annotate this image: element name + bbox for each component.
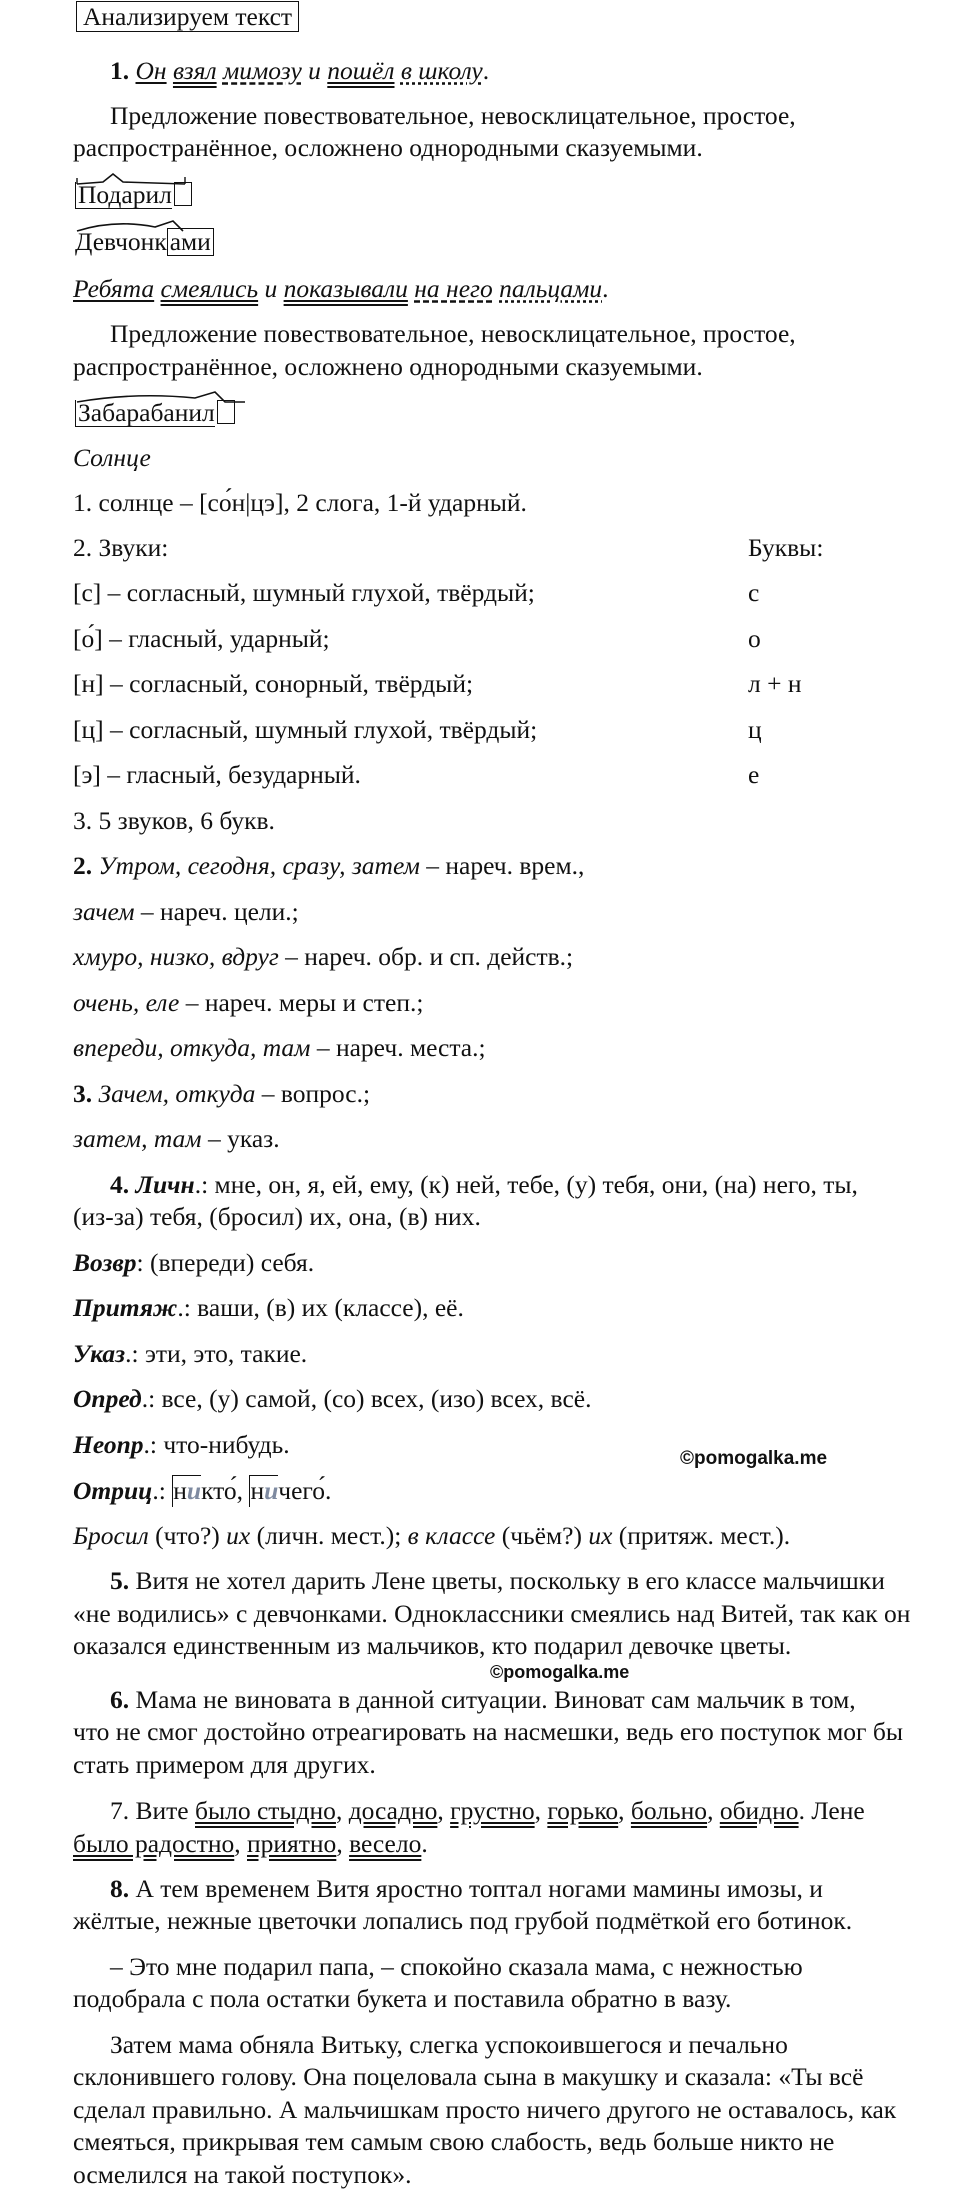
task-1-number: 1. bbox=[110, 56, 130, 85]
text: . Лене bbox=[798, 1796, 865, 1825]
sound-row: [н] – согласный, сонорный, твёрдый; bbox=[73, 669, 474, 698]
task-4-line bbox=[110, 1170, 858, 1201]
letters-heading: Буквы: bbox=[748, 533, 824, 562]
task-3-line bbox=[73, 1079, 370, 1110]
predicate-word: горько bbox=[547, 1796, 619, 1825]
pronoun-list: .: ваши, (в) их (классе), её. bbox=[177, 1293, 464, 1322]
task-4-line bbox=[73, 1430, 290, 1461]
italic-word: их bbox=[226, 1521, 251, 1550]
conjunction: и bbox=[308, 56, 321, 85]
category: – вопрос.; bbox=[255, 1079, 371, 1108]
task-4-line: (из-за) тебя, (бросил) их, она, (в) них. bbox=[73, 1202, 481, 1231]
sound-row: [ц] – согласный, шумный глухой, твёрдый; bbox=[73, 715, 538, 744]
conjunction: и bbox=[264, 274, 278, 303]
root-arc-mark bbox=[75, 219, 245, 233]
phonetic-line: 2. Звуки: bbox=[73, 533, 169, 562]
letter-cell: е bbox=[748, 760, 760, 789]
word-rest: кто́, bbox=[201, 1476, 250, 1505]
sentence-1 bbox=[110, 56, 489, 87]
task-5-line: оказался единственным из мальчиков, кто подарил девочке цветы. bbox=[73, 1631, 792, 1660]
desc-line: распространённое, осложнено однородными сказуемыми. bbox=[73, 352, 703, 381]
task-2-line bbox=[73, 1033, 486, 1064]
category: – нареч. меры и степ.; bbox=[179, 988, 424, 1017]
italic-word: их bbox=[588, 1521, 613, 1550]
task-4-line bbox=[73, 1293, 464, 1324]
title-box: Анализируем текст bbox=[76, 1, 299, 32]
category: – нареч. места.; bbox=[310, 1033, 486, 1062]
desc-line: Предложение повествовательное, невосклицательное, простое, bbox=[110, 101, 796, 130]
pronoun-list: .: bbox=[152, 1476, 173, 1505]
prefix-mark bbox=[249, 1475, 278, 1507]
predicate-word: смеялись bbox=[160, 274, 259, 303]
category: – нареч. обр. и сп. действ.; bbox=[278, 942, 574, 971]
predicate-word: было радостно bbox=[73, 1829, 235, 1858]
text: 7. Вите bbox=[110, 1796, 195, 1825]
task-2-number: 2. bbox=[73, 851, 93, 880]
category-label: Опред bbox=[73, 1384, 142, 1413]
task-4-line bbox=[73, 1248, 314, 1279]
subject-word: Ребята bbox=[73, 274, 155, 303]
morpheme-word: Подарил bbox=[75, 182, 172, 209]
text: А тем временем Витя яростно топтал ногами мамины имозы, и bbox=[129, 1874, 823, 1903]
root-arc-mark bbox=[75, 390, 265, 404]
pronoun-list: .: все, (у) самой, (со) всех, (изо) всех, всё. bbox=[141, 1384, 592, 1413]
pronoun-list: : (впереди) себя. bbox=[136, 1248, 315, 1277]
sound-row: [о́] – гласный, ударный; bbox=[73, 624, 330, 653]
plain-text: (притяж. мест.). bbox=[612, 1521, 791, 1550]
morpheme-analysis-devchonkami bbox=[75, 227, 214, 257]
letter-cell: о bbox=[748, 624, 761, 653]
predicate-word: показывали bbox=[283, 274, 408, 303]
category-label: Притяж bbox=[73, 1293, 178, 1322]
task-8-line: осмелился на такой поступок». bbox=[73, 2160, 412, 2189]
morpheme-analysis-podaril bbox=[75, 180, 192, 210]
task-4-line bbox=[73, 1339, 307, 1370]
task-8-line: смеяться, прикрывая тем самым свою слабость, ведь больше никто не bbox=[73, 2127, 835, 2156]
task-5-line: «не водились» с девчонками. Одноклассники смеялись над Витей, так как он bbox=[73, 1599, 911, 1628]
task-8-number: 8. bbox=[110, 1874, 130, 1903]
sound-row: [э] – гласный, безударный. bbox=[73, 760, 361, 789]
desc-line: распространённое, осложнено однородными сказуемыми. bbox=[73, 133, 703, 162]
prefix-letter: н bbox=[173, 1476, 187, 1505]
task-6-line bbox=[110, 1685, 856, 1716]
phonetic-line: 3. 5 звуков, 6 букв. bbox=[73, 806, 275, 835]
watermark: ©pomogalka.me bbox=[680, 1448, 828, 1469]
task-2-line bbox=[73, 988, 423, 1019]
task-7-line: 7. Вите было стыдно, досадно, грустно, горько, больно, обидно. Лене bbox=[110, 1796, 865, 1825]
letter-cell: л + н bbox=[748, 669, 802, 698]
italic-words: впереди, откуда, там bbox=[73, 1033, 311, 1062]
text: Мама не виновата в данной ситуации. Виноват сам мальчик в том, bbox=[129, 1685, 856, 1714]
task-2-line bbox=[73, 942, 573, 973]
desc-line: Предложение повествовательное, невосклицательное, простое, bbox=[110, 319, 796, 348]
task-2-line bbox=[73, 851, 584, 882]
object-word: мимозу bbox=[222, 56, 302, 85]
text: Витя не хотел дарить Лене цветы, поскольку в его классе мальчишки bbox=[129, 1566, 885, 1595]
predicate-word: весело bbox=[349, 1829, 422, 1858]
category: – указ. bbox=[201, 1124, 280, 1153]
highlighted-letter: и bbox=[186, 1476, 202, 1505]
category-label: Указ bbox=[73, 1339, 126, 1368]
plain-text: (чьём?) bbox=[495, 1521, 589, 1550]
sentence-2 bbox=[73, 274, 609, 305]
period: . bbox=[482, 56, 490, 85]
sound-row: [с] – согласный, шумный глухой, твёрдый; bbox=[73, 578, 535, 607]
italic-words: зачем bbox=[73, 897, 135, 926]
task-4-line bbox=[73, 1475, 331, 1507]
task-8-line: склонившего голову. Она поцеловала сына в макушку и сказала: «Ты всё bbox=[73, 2062, 864, 2091]
task-6-line: что не смог достойно отреагировать на насмешки, ведь его поступок мог бы bbox=[73, 1717, 903, 1746]
task-7-line: было радостно, приятно, весело. bbox=[73, 1829, 428, 1858]
category: – нареч. цели.; bbox=[134, 897, 299, 926]
task-6-line: стать примером для других. bbox=[73, 1750, 376, 1779]
word-rest: чего́. bbox=[278, 1476, 332, 1505]
category-label: Отриц bbox=[73, 1476, 153, 1505]
task-4-line bbox=[73, 1384, 591, 1415]
task-8-line: – Это мне подарил папа, – спокойно сказала мама, с нежностью bbox=[110, 1952, 803, 1981]
italic-word: в классе bbox=[407, 1521, 496, 1550]
predicate-word: грустно bbox=[450, 1796, 535, 1825]
task-3-number: 3. bbox=[73, 1079, 93, 1108]
ending-box: ами bbox=[167, 228, 214, 256]
task-8-line: Затем мама обняла Витьку, слегка успокоившегося и печально bbox=[110, 2030, 788, 2059]
italic-words: затем, там bbox=[73, 1124, 202, 1153]
predicate-word: досадно bbox=[348, 1796, 438, 1825]
predicate-word: обидно bbox=[719, 1796, 799, 1825]
predicate-word: больно bbox=[630, 1796, 708, 1825]
predicate-word: приятно bbox=[247, 1829, 337, 1858]
prefix-letter: н bbox=[250, 1476, 265, 1505]
word-root-part: Девчонк bbox=[75, 227, 167, 256]
predicate-word: было стыдно bbox=[195, 1796, 336, 1825]
task-2-line bbox=[73, 897, 299, 928]
task-5-line bbox=[110, 1566, 885, 1597]
object-word: на него bbox=[414, 274, 493, 303]
period: . bbox=[602, 274, 609, 303]
category-label: Личн bbox=[135, 1170, 195, 1199]
morpheme-analysis-zabarabanil bbox=[75, 398, 235, 428]
letter-cell: ц bbox=[748, 715, 762, 744]
italic-word: Бросил bbox=[73, 1521, 149, 1550]
adverbial-word: в школу bbox=[400, 56, 483, 85]
task-4-number: 4. bbox=[110, 1170, 130, 1199]
task-8-line: подобрала с пола остатки букета и поставила обратно в вазу. bbox=[73, 1984, 732, 2013]
subject-word: Он bbox=[135, 56, 167, 85]
predicate-word: взял bbox=[172, 56, 217, 85]
category-label: Неопр bbox=[73, 1430, 144, 1459]
plain-text: (что?) bbox=[148, 1521, 227, 1550]
watermark: ©pomogalka.me bbox=[490, 1662, 630, 1682]
predicate-word: пошёл bbox=[327, 56, 395, 85]
task-8-line bbox=[110, 1874, 823, 1905]
morpheme-word: Забарабанил bbox=[75, 400, 215, 427]
task-4-line bbox=[73, 1521, 790, 1552]
prefix-mark bbox=[172, 1475, 201, 1507]
highlighted-letter: и bbox=[264, 1476, 279, 1505]
adverbial-word: пальцами bbox=[499, 274, 603, 303]
category-label: Возвр bbox=[73, 1248, 137, 1277]
italic-words: хмуро, низко, вдруг bbox=[73, 942, 279, 971]
italic-words: очень, еле bbox=[73, 988, 180, 1017]
task-5-number: 5. bbox=[110, 1566, 130, 1595]
task-3-line bbox=[73, 1124, 280, 1155]
analysed-word: Солнце bbox=[73, 443, 151, 472]
category: – нареч. врем., bbox=[419, 851, 585, 880]
task-6-number: 6. bbox=[110, 1685, 130, 1714]
plain-text: (личн. мест.); bbox=[250, 1521, 408, 1550]
page-title bbox=[76, 2, 299, 33]
task-8-line: сделал правильно. А мальчишкам просто ничего другого не оставалось, как bbox=[73, 2095, 897, 2124]
pronoun-list: .: эти, это, такие. bbox=[125, 1339, 308, 1368]
phonetic-line: 1. солнце – [со́н|цэ], 2 слога, 1-й ударный. bbox=[73, 488, 527, 517]
letter-cell: с bbox=[748, 578, 760, 607]
pronoun-list: .: мне, он, я, ей, ему, (к) ней, тебе, (у) тебя, они, (на) него, ты, bbox=[194, 1170, 858, 1199]
root-arc-mark bbox=[75, 172, 225, 186]
italic-words: Зачем, откуда bbox=[98, 1079, 256, 1108]
italic-words: Утром, сегодня, сразу, затем bbox=[98, 851, 420, 880]
task-8-line: жёлтые, нежные цветочки лопались под грубой подмёткой его ботинок. bbox=[73, 1906, 853, 1935]
pronoun-list: .: что-нибудь. bbox=[143, 1430, 290, 1459]
